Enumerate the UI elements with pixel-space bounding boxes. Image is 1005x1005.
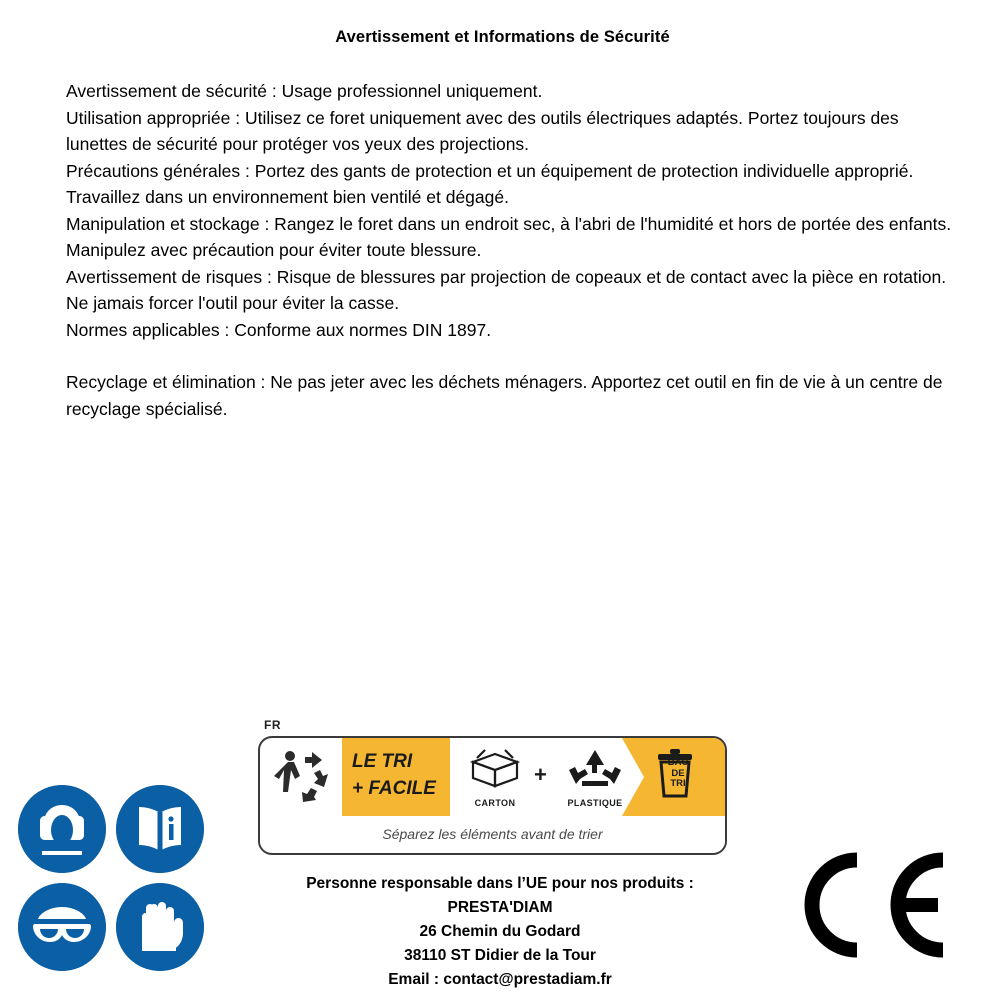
recycling-label-footer: Séparez les éléments avant de trier <box>260 816 725 851</box>
read-instructions-icon <box>116 785 204 873</box>
paragraph-recycling: Recyclage et élimination : Ne pas jeter avec les déchets ménagers. Apportez cet outil en fin de vie à un centre de recyclage spécialisé. <box>66 372 943 419</box>
recycling-loop-icon <box>564 744 626 792</box>
responsible-person-line <box>180 872 820 896</box>
paragraph-risk-warning: Avertissement de risques : Risque de blessures par projection de copeaux et de contact avec la pièce en rotation. Ne jamais forcer l'outil pour éviter la casse. <box>66 266 947 313</box>
eye-protection-icon <box>18 883 106 971</box>
company-name: PRESTA'DIAM <box>447 899 553 916</box>
responsible-suffix: pour nos produits : <box>547 875 694 892</box>
company-address: 26 Chemin du Godard <box>419 923 581 940</box>
safety-text-block <box>66 78 956 422</box>
plastique-icon-group <box>556 744 634 808</box>
company-email: Email : contact@prestadiam.fr <box>388 971 612 988</box>
responsible-prefix: Personne responsable dans l’ <box>306 875 526 892</box>
paragraph-standards: Normes applicables : Conforme aux normes DIN 1897. <box>66 319 492 340</box>
paragraph-safety-warning: Avertissement de sécurité : Usage professionnel uniquement. <box>66 81 543 101</box>
carton-caption: CARTON <box>474 798 516 808</box>
plus-symbol: + <box>534 762 547 787</box>
paragraph-proper-use: Utilisation appropriée : Utilisez ce foret uniquement avec des outils électriques adaptés. Portez toujours des lunettes de sécurité pour protéger vos yeux des projections. <box>66 107 899 154</box>
carton-icon-group <box>460 744 530 808</box>
triman-icon <box>268 744 340 810</box>
paragraph-general-precautions: Précautions générales : Portez des gants de protection et un équipement de protection individuelle approprié. Travaillez dans un environnement bien ventilé et dégagé. <box>66 160 914 207</box>
page-title: Avertissement et Informations de Sécurité <box>335 28 670 46</box>
bin-label-line1: BAC <box>667 757 689 768</box>
responsible-eu: UE <box>525 875 548 892</box>
company-city: 38110 ST Didier de la Tour <box>404 947 596 964</box>
recycling-label-box <box>258 736 727 855</box>
bin-label-line3: TRI <box>670 778 686 789</box>
bin-label-line2: DE <box>671 767 685 779</box>
recycling-label <box>258 718 738 853</box>
responsible-person-block <box>180 872 820 992</box>
ear-protection-icon <box>18 785 106 873</box>
recycling-headline-line1: LE TRI <box>352 751 413 772</box>
bin-label <box>656 758 700 790</box>
paragraph-handling-storage: Manipulation et stockage : Rangez le foret dans un endroit sec, à l'abri de l'humidité et hors de portée des enfants. Manipulez avec précaution pour éviter toute blessure. <box>66 213 952 260</box>
recycling-label-language: FR <box>264 718 281 732</box>
recycling-label-headline <box>352 748 448 802</box>
plastique-caption: PLASTIQUE <box>567 798 623 808</box>
carton-icon <box>463 744 527 792</box>
recycling-headline-line2: + FACILE <box>352 778 436 799</box>
